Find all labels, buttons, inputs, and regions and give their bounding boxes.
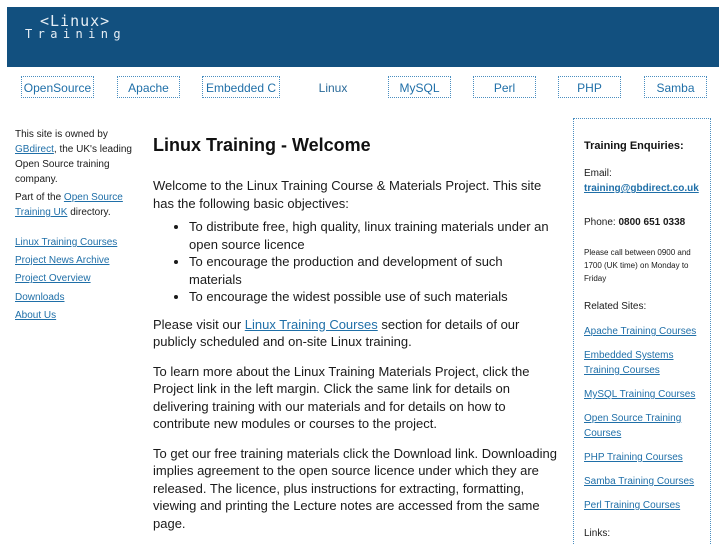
- linux-training-courses-link[interactable]: Linux Training Courses: [244, 316, 378, 332]
- visit-paragraph: [153, 316, 558, 351]
- sidebar-link-project-overview[interactable]: Project Overview: [15, 273, 91, 285]
- logo-subtitle: Training: [25, 27, 126, 41]
- logo-title[interactable]: <Linux>: [40, 12, 111, 30]
- related-links: [584, 324, 700, 513]
- phone-line: [584, 215, 700, 230]
- nav-tab-opensource[interactable]: OpenSource: [21, 76, 94, 98]
- related-link-php[interactable]: PHP Training Courses: [584, 452, 683, 463]
- gbdirect-link[interactable]: GBdirect: [15, 144, 54, 155]
- sidebar-link-downloads[interactable]: Downloads: [15, 291, 65, 303]
- related-link-perl[interactable]: Perl Training Courses: [584, 500, 681, 511]
- nav-tab-apache[interactable]: Apache: [117, 76, 180, 98]
- related-link-mysql[interactable]: MySQL Training Courses: [584, 389, 696, 400]
- nav-tab-php[interactable]: PHP: [558, 76, 621, 98]
- related-sites-label: Related Sites:: [584, 301, 647, 312]
- objective-item: • To encourage the widest possible use of such materials: [189, 288, 558, 306]
- phone-number: 0800 651 0338: [618, 217, 686, 228]
- phone-label: Phone:: [584, 217, 619, 228]
- training-enquiries-box: [573, 118, 711, 545]
- related-link-samba[interactable]: Samba Training Courses: [584, 476, 695, 487]
- call-hours-text: Please call between 0900 and 1700 (UK time) on Monday to Friday: [584, 248, 691, 283]
- links-label: Links:: [584, 528, 611, 539]
- objectives-list: [153, 218, 558, 306]
- left-nav: [15, 234, 135, 325]
- nav-tab-linux-current: Linux: [318, 81, 348, 95]
- part-suffix: directory.: [67, 207, 111, 218]
- related-link-embedded-systems[interactable]: Embedded Systems Training Courses: [584, 350, 674, 376]
- nav-tab-samba[interactable]: Samba: [644, 76, 707, 98]
- owner-suffix: , the UK's leading Open Source training company.: [15, 144, 132, 185]
- main-content: [153, 133, 558, 544]
- email-link[interactable]: training@gbdirect.co.uk: [584, 183, 699, 194]
- email-label: Email:: [584, 168, 612, 179]
- owner-prefix: This site is owned by: [15, 129, 108, 140]
- open-source-training-uk-link[interactable]: Open Source Training UK: [15, 192, 123, 218]
- nav-tab-mysql[interactable]: MySQL: [388, 76, 451, 98]
- objective-item: • To encourage the production and development of such materials: [189, 253, 558, 288]
- visit-prefix: Please visit our: [153, 316, 245, 332]
- related-link-apache[interactable]: Apache Training Courses: [584, 326, 697, 337]
- enquiries-heading: Training Enquiries:: [584, 140, 684, 152]
- learn-more-paragraph: To learn more about the Linux Training Materials Project, click the Project link in the left margin. Click the same link for details on delivering training with our materials and for details on how to contribute new modules or courses to the project.: [153, 363, 530, 431]
- visit-suffix: section for details of our publicly scheduled and on-site Linux training.: [153, 316, 520, 349]
- nav-tab-perl[interactable]: Perl: [473, 76, 536, 98]
- download-paragraph: To get our free training materials click the Download link. Downloading implies agreement to the open source licence under which they are released. The licence, plus instructions for extracting, formatting, viewing and printing the Lecture notes are accessed from the same page.: [153, 445, 557, 531]
- part-prefix: Part of the: [15, 192, 64, 203]
- page-title: Linux Training - Welcome: [153, 135, 371, 155]
- objective-item: • To distribute free, high quality, linux training materials under an open source licence: [189, 218, 558, 253]
- nav-tab-embedded-c[interactable]: Embedded C: [202, 76, 280, 98]
- intro-paragraph: Welcome to the Linux Training Course & Materials Project. This site has the following basic objectives:: [153, 178, 542, 211]
- header-banner: [7, 7, 719, 67]
- related-link-open-source[interactable]: Open Source Training Courses: [584, 413, 682, 439]
- left-sidebar: [15, 127, 135, 325]
- directory-text: [15, 190, 135, 220]
- sidebar-link-project-news-archive[interactable]: Project News Archive: [15, 255, 110, 267]
- sidebar-link-linux-training-courses[interactable]: Linux Training Courses: [15, 237, 118, 248]
- sidebar-link-about-us[interactable]: About Us: [15, 309, 57, 321]
- owner-text: [15, 127, 135, 187]
